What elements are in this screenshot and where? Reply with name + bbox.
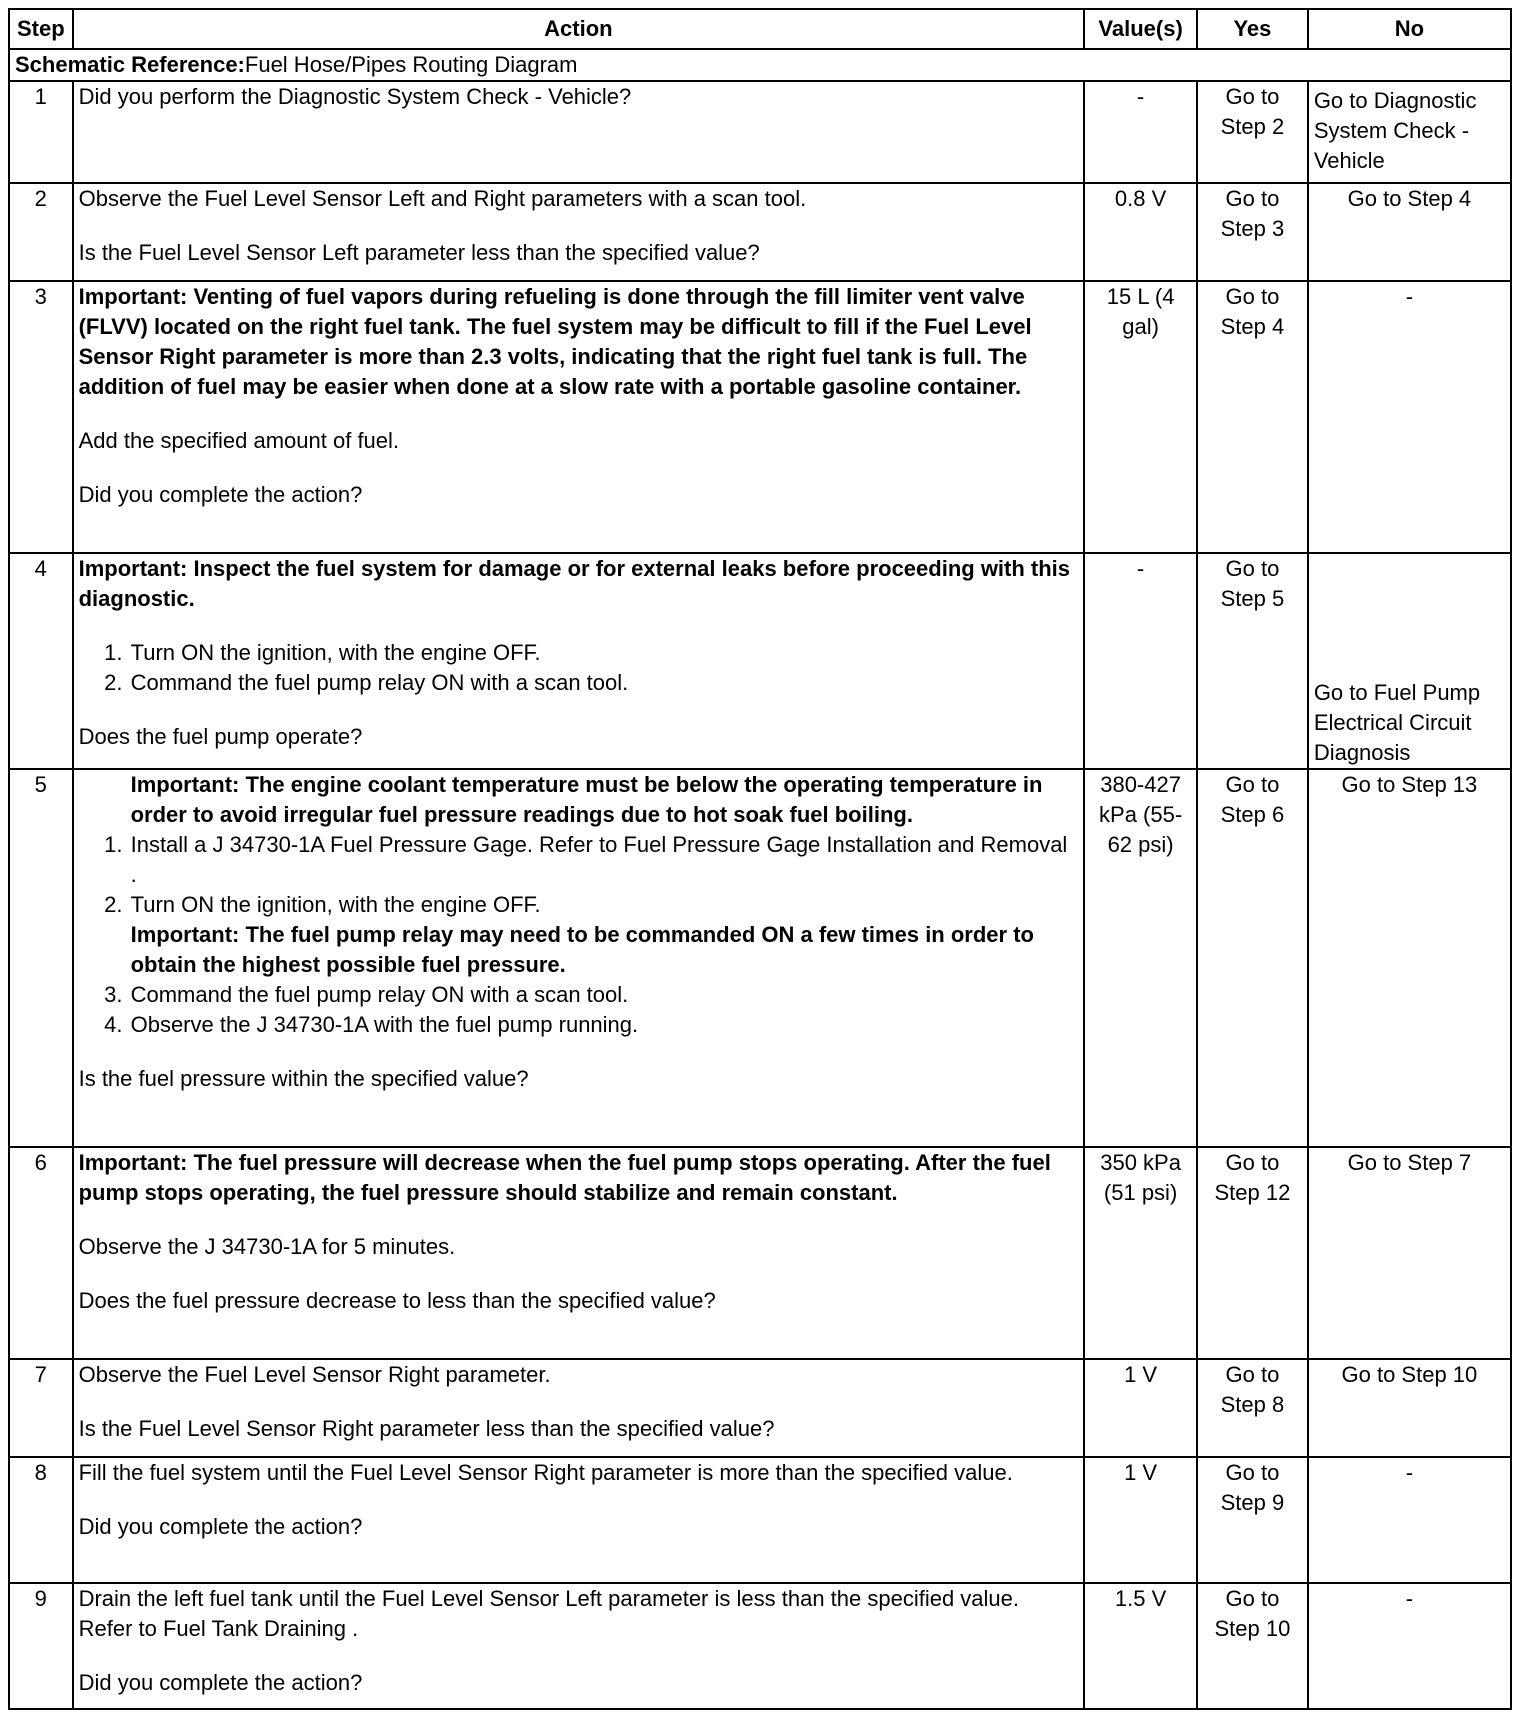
table-row xyxy=(9,769,1511,1147)
action-question: Did you complete the action? xyxy=(78,1514,363,1539)
action-cell xyxy=(73,1359,1085,1457)
action-text: Observe the Fuel Level Sensor Right parameter. xyxy=(78,1362,551,1387)
table-row xyxy=(9,1583,1511,1709)
value-cell: 1.5 V xyxy=(1084,1583,1197,1709)
list-item: 3. Command the fuel pump relay ON with a scan tool. xyxy=(129,980,1079,1010)
list-item: 1. Install a J 34730-1A Fuel Pressure Gage. Refer to Fuel Pressure Gage Installation and Removal . xyxy=(129,830,1079,890)
no-link[interactable]: Go to Fuel Pump Electrical Circuit Diagnosis xyxy=(1308,553,1511,769)
list-item: 4. Observe the J 34730-1A with the fuel pump running. xyxy=(129,1010,1079,1040)
header-step: Step xyxy=(9,9,73,49)
header-values: Value(s) xyxy=(1084,9,1197,49)
procedure-list xyxy=(79,830,1079,1040)
action-question: Did you perform the Diagnostic System Check - Vehicle? xyxy=(78,84,632,109)
action-cell xyxy=(73,1147,1085,1359)
action-cell xyxy=(73,769,1085,1147)
value-cell: 1 V xyxy=(1084,1359,1197,1457)
schematic-row xyxy=(9,49,1511,81)
value-cell: 0.8 V xyxy=(1084,183,1197,281)
table-row xyxy=(9,183,1511,281)
header-yes: Yes xyxy=(1197,9,1308,49)
action-cell xyxy=(73,1457,1085,1583)
table-row xyxy=(9,1457,1511,1583)
step-number: 2 xyxy=(9,183,73,281)
step-number: 8 xyxy=(9,1457,73,1583)
table-row xyxy=(9,1359,1511,1457)
no-link[interactable]: Go to Diagnostic System Check - Vehicle xyxy=(1308,81,1511,183)
yes-link[interactable]: Go to Step 4 xyxy=(1197,281,1308,553)
action-cell xyxy=(73,553,1085,769)
action-question: Does the fuel pump operate? xyxy=(78,724,363,749)
action-text: Fill the fuel system until the Fuel Level Sensor Right parameter is more than the specified value. xyxy=(78,1460,1013,1485)
yes-link[interactable]: Go to Step 9 xyxy=(1197,1457,1308,1583)
schematic-link[interactable]: Fuel Hose/Pipes Routing Diagram xyxy=(244,52,578,77)
table-row xyxy=(9,1147,1511,1359)
important-note: Important: The fuel pressure will decrease when the fuel pump stops operating. After the fuel pump stops operating, the fuel pressure should stabilize and remain constant. xyxy=(78,1150,1051,1205)
step-number: 6 xyxy=(9,1147,73,1359)
step-number: 9 xyxy=(9,1583,73,1709)
procedure-list xyxy=(79,638,1079,698)
header-row xyxy=(9,9,1511,49)
action-question: Does the fuel pressure decrease to less than the specified value? xyxy=(78,1288,716,1313)
important-note: Important: Venting of fuel vapors during refueling is done through the fill limiter vent valve (FLVV) located on the right fuel tank. The fuel system may be difficult to fill if the Fuel Level Sensor Right parameter is more than 2.3 volts, indicating that the right fuel tank is full. The addition of fuel may be easier when done at a slow rate with a portable gasoline container. xyxy=(78,284,1032,399)
table-row xyxy=(9,553,1511,769)
yes-link[interactable]: Go to Step 3 xyxy=(1197,183,1308,281)
action-text: Observe the J 34730-1A for 5 minutes. xyxy=(78,1234,456,1259)
table-row xyxy=(9,281,1511,553)
yes-link[interactable]: Go to Step 8 xyxy=(1197,1359,1308,1457)
important-note: Important: Inspect the fuel system for damage or for external leaks before proceeding with this diagnostic. xyxy=(78,556,1071,611)
step-number: 4 xyxy=(9,553,73,769)
action-question: Is the Fuel Level Sensor Right parameter less than the specified value? xyxy=(78,1416,775,1441)
no-link[interactable]: Go to Step 4 xyxy=(1308,183,1511,281)
no-link[interactable]: Go to Step 13 xyxy=(1308,769,1511,1147)
list-item: 1. Turn ON the ignition, with the engine OFF. xyxy=(129,638,1079,668)
action-text: Drain the left fuel tank until the Fuel Level Sensor Left parameter is less than the specified value. Refer to Fuel Tank Draining . xyxy=(78,1586,1020,1641)
no-value: - xyxy=(1308,1457,1511,1583)
value-cell: - xyxy=(1084,81,1197,183)
header-no: No xyxy=(1308,9,1511,49)
no-value: - xyxy=(1308,281,1511,553)
value-cell: 380-427 kPa (55-62 psi) xyxy=(1084,769,1197,1147)
table-row xyxy=(9,81,1511,183)
value-cell: 15 L (4 gal) xyxy=(1084,281,1197,553)
list-item: 2. Command the fuel pump relay ON with a scan tool. xyxy=(129,668,1079,698)
important-note: Important: The engine coolant temperature must be below the operating temperature in order to avoid irregular fuel pressure readings due to hot soak fuel boiling. xyxy=(130,772,1043,827)
step-number: 5 xyxy=(9,769,73,1147)
yes-link[interactable]: Go to Step 2 xyxy=(1197,81,1308,183)
header-action: Action xyxy=(73,9,1085,49)
list-item-text: Turn ON the ignition, with the engine OFF. xyxy=(130,892,541,917)
action-question: Is the fuel pressure within the specified value? xyxy=(78,1066,529,1091)
action-question: Did you complete the action? xyxy=(78,1670,363,1695)
yes-link[interactable]: Go to Step 10 xyxy=(1197,1583,1308,1709)
no-value: - xyxy=(1308,1583,1511,1709)
yes-link[interactable]: Go to Step 6 xyxy=(1197,769,1308,1147)
diagnostic-table xyxy=(8,8,1512,1710)
action-cell xyxy=(73,1583,1085,1709)
list-item xyxy=(129,890,1079,980)
action-question: Is the Fuel Level Sensor Left parameter less than the specified value? xyxy=(78,240,760,265)
important-note: Important: The fuel pump relay may need to be commanded ON a few times in order to obtain the highest possible fuel pressure. xyxy=(130,922,1034,977)
schematic-label: Schematic Reference: xyxy=(15,52,245,77)
value-cell: 350 kPa (51 psi) xyxy=(1084,1147,1197,1359)
step-number: 3 xyxy=(9,281,73,553)
step-number: 7 xyxy=(9,1359,73,1457)
yes-link[interactable]: Go to Step 5 xyxy=(1197,553,1308,769)
action-text: Observe the Fuel Level Sensor Left and Right parameters with a scan tool. xyxy=(78,186,807,211)
yes-link[interactable]: Go to Step 12 xyxy=(1197,1147,1308,1359)
no-link[interactable]: Go to Step 7 xyxy=(1308,1147,1511,1359)
value-cell: 1 V xyxy=(1084,1457,1197,1583)
no-link[interactable]: Go to Step 10 xyxy=(1308,1359,1511,1457)
action-question: Did you complete the action? xyxy=(78,482,363,507)
value-cell: - xyxy=(1084,553,1197,769)
action-cell xyxy=(73,81,1085,183)
step-number: 1 xyxy=(9,81,73,183)
action-cell xyxy=(73,281,1085,553)
schematic-reference xyxy=(9,49,1511,81)
action-text: Add the specified amount of fuel. xyxy=(78,428,400,453)
action-cell xyxy=(73,183,1085,281)
